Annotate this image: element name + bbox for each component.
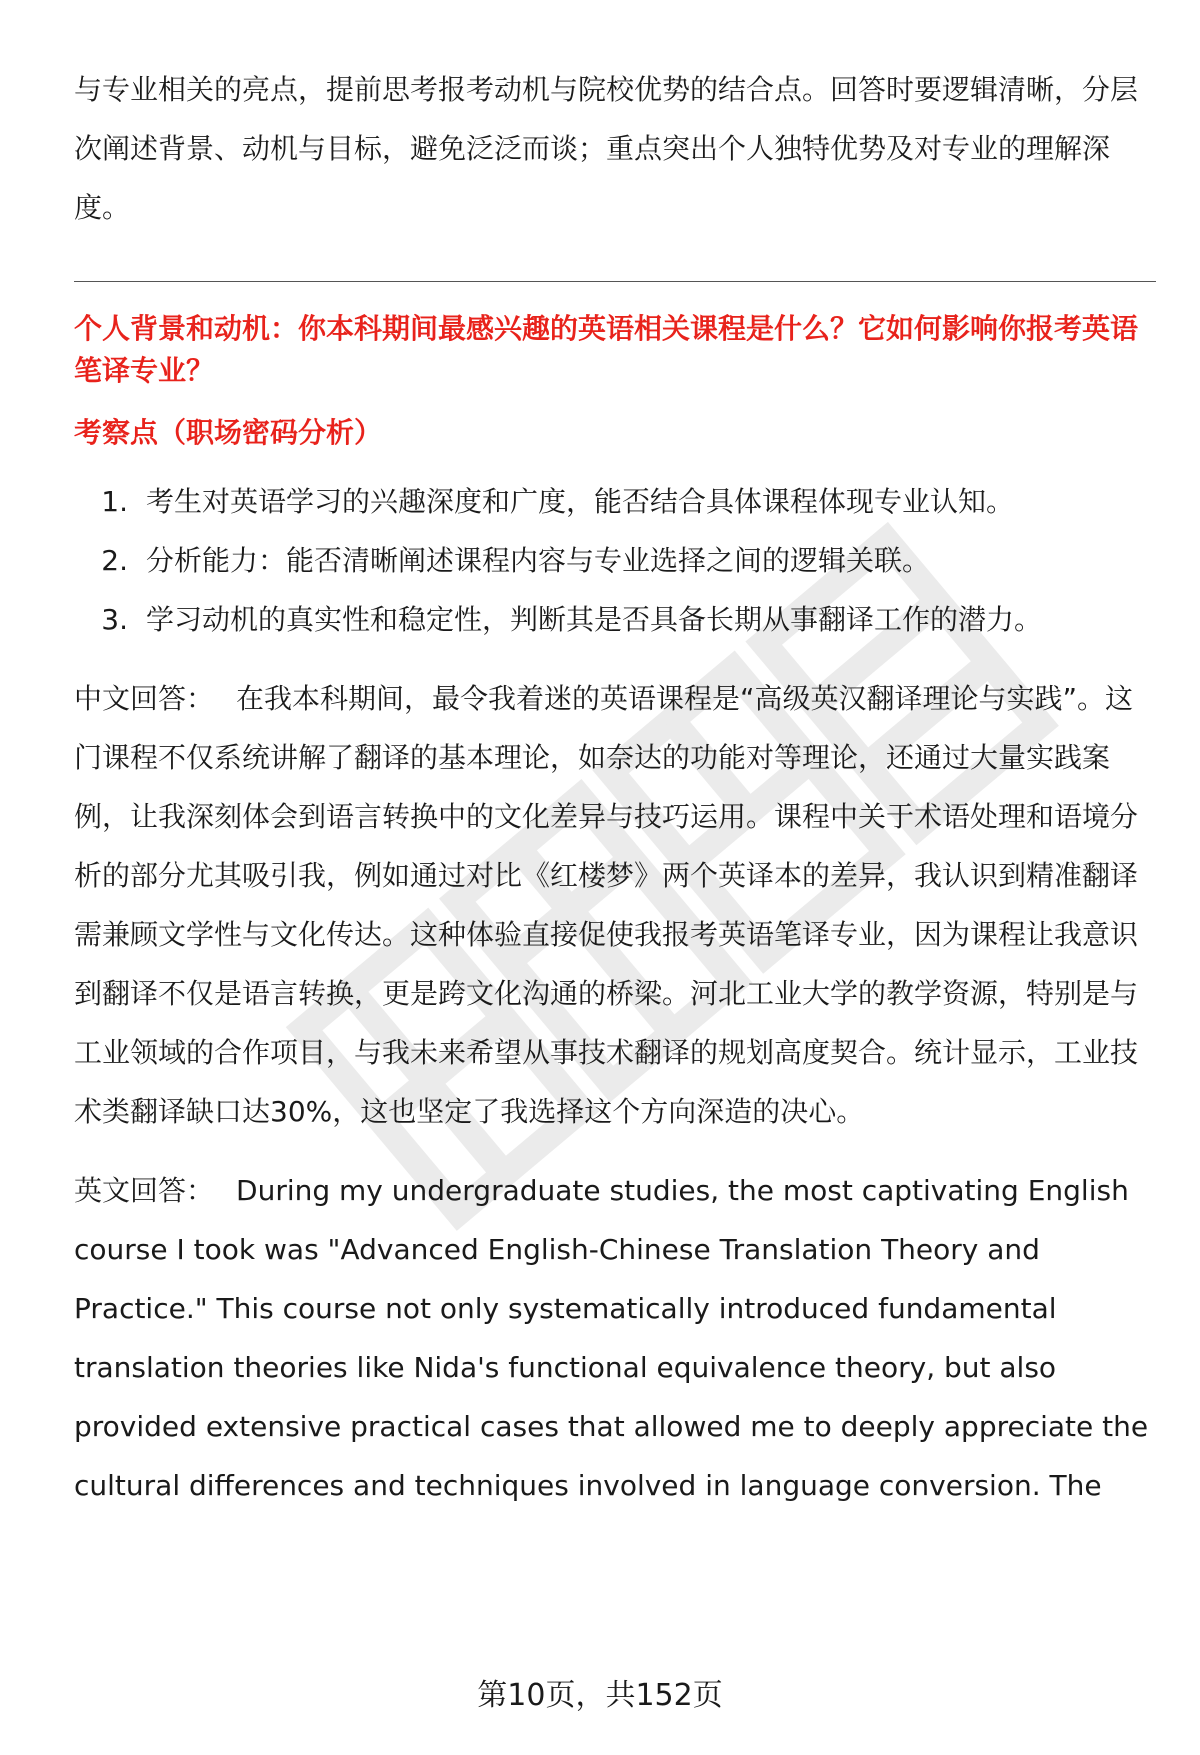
list-item xyxy=(74,590,1156,649)
page-number-footer: 第10页，共152页 xyxy=(477,1678,723,1713)
assessment-title: 考察点（职场密码分析） xyxy=(74,416,383,449)
list-item-text: 学习动机的真实性和稳定性，判断其是否具备长期从事翻译工作的潜力。 xyxy=(146,603,1043,636)
list-item-text: 考生对英语学习的兴趣深度和广度，能否结合具体课程体现专业认知。 xyxy=(146,485,1015,518)
assessment-points-list xyxy=(74,472,1156,649)
list-item-number: 2. xyxy=(101,544,128,577)
question-heading: 个人背景和动机：你本科期间最感兴趣的英语相关课程是什么？它如何影响你报考英语笔译专业？ xyxy=(74,312,1139,387)
intro-paragraph: 与专业相关的亮点，提前思考报考动机与院校优势的结合点。回答时要逻辑清晰，分层次阐述背景、动机与目标，避免泛泛而谈；重点突出个人独特优势及对专业的理解深度。 xyxy=(74,73,1139,224)
list-item xyxy=(74,531,1156,590)
list-item-number: 3. xyxy=(101,603,128,636)
english-answer-paragraph xyxy=(74,1161,1156,1515)
english-answer-label: 英文回答： xyxy=(74,1174,215,1207)
english-answer-text: During my undergraduate studies, the most captivating English course I took was "Advanced English-Chinese Translation Theory and Practice." This course not only systematically introduced fundamental translation theories like Nida's functional equivalence theory, but also provided extensive practical cases that allowed me to deeply appreciate the cultural differences and techniques involved in language conversion. The xyxy=(74,1174,1149,1502)
list-item-number: 1. xyxy=(101,485,128,518)
chinese-answer-label: 中文回答： xyxy=(74,682,215,715)
chinese-answer-text: 在我本科期间，最令我着迷的英语课程是“高级英汉翻译理论与实践”。这门课程不仅系统讲解了翻译的基本理论，如奈达的功能对等理论，还通过大量实践案例，让我深刻体会到语言转换中的文化差异与技巧运用。课程中关于术语处理和语境分析的部分尤其吸引我，例如通过对比《红楼梦》两个英译本的差异，我认识到精准翻译需兼顾文学性与文化传达。这种体验直接促使我报考英语笔译专业，因为课程让我意识到翻译不仅是语言转换，更是跨文化沟通的桥梁。河北工业大学的教学资源，特别是与工业领域的合作项目，与我未来希望从事技术翻译的规划高度契合。统计显示，工业技术类翻译缺口达30%，这也坚定了我选择这个方向深造的决心。 xyxy=(74,682,1139,1128)
section-divider xyxy=(74,281,1156,282)
list-item xyxy=(74,472,1156,531)
list-item-text: 分析能力：能否清晰阐述课程内容与专业选择之间的逻辑关联。 xyxy=(146,544,931,577)
document-page xyxy=(74,60,1156,1515)
chinese-answer-paragraph xyxy=(74,669,1156,1141)
